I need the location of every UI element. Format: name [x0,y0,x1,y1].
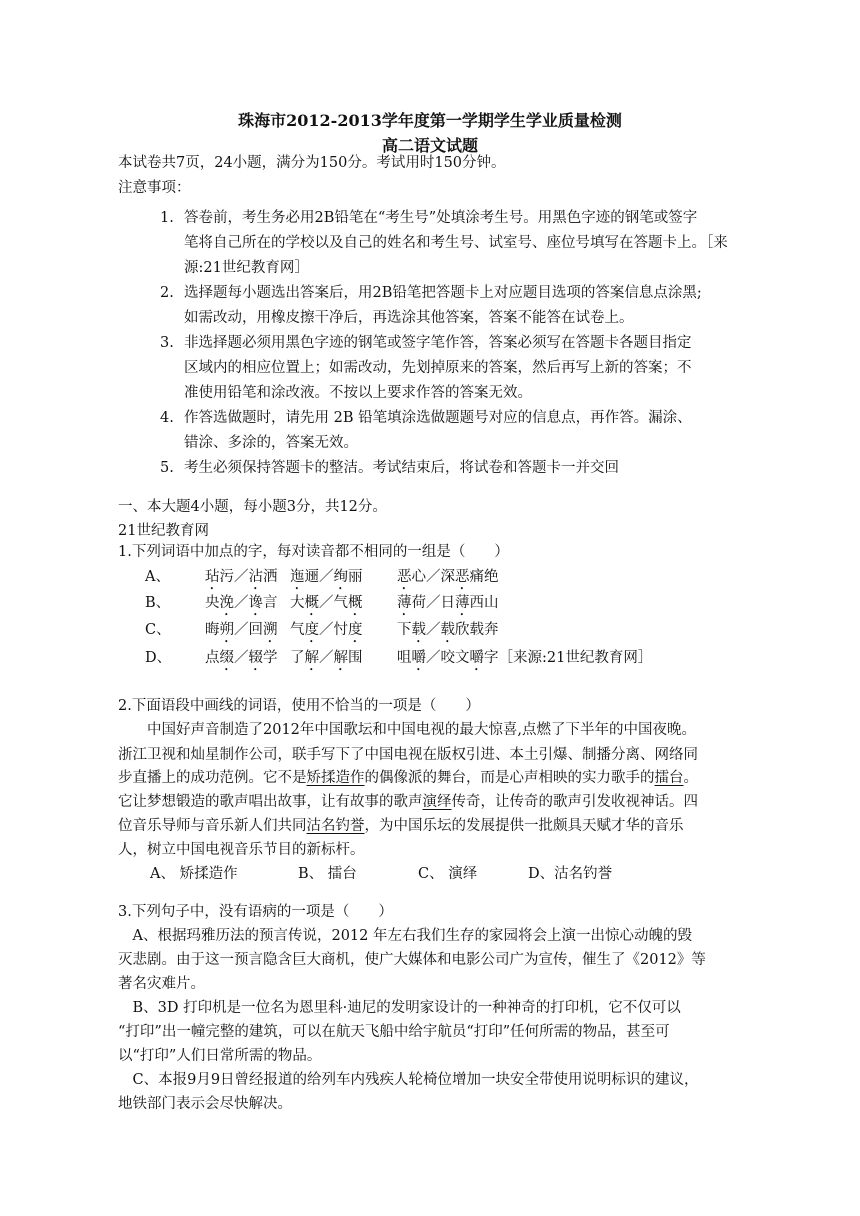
passage-text: 。 [683,770,698,786]
word-text: 气 [290,622,305,638]
word-text: 围 [348,650,363,666]
passage-line [118,816,684,836]
dotted-char: 解 [304,650,319,666]
q1-stem: 1.下列词语中加点的字，每对读音都不相同的一组是（ ） [118,544,509,560]
passage-text: 中国好声音制造了2012年中国歌坛和中国电视的最大惊喜,点燃了下半年的中国夜晚。 [118,722,697,738]
passage-text: 它让梦想锻造的歌声唱出故事，让有故事的歌声 [118,794,423,810]
q3-line: 灭悲剧。由于这一预言隐含巨大商机，使广大媒体和电影公司广为宣传，催生了《2012》等 [118,952,706,968]
passage-text: 位音乐导师与音乐新人们共同 [118,818,307,834]
notice-number: 4. [160,410,174,426]
notice-line [160,208,697,228]
notice-number: 5. [160,460,174,476]
word-text: 洒 [263,569,278,585]
dotted-char: 沾 [248,569,263,585]
word-text: 央 [205,595,220,611]
word-text: ／ [234,595,249,611]
passage-line [118,745,698,765]
section-heading: 一、本大题4小题，每小题3分，共12分。 [118,499,387,515]
notice-text: 区域内的相应位置上；如需改动，先划掉原来的答案，然后再写上新的答案；不 [184,360,692,376]
passage-text: 传奇，让传奇的歌声引发收视神话。四 [451,794,698,810]
word-text: 学 [263,650,278,666]
word-text: 咀 [397,650,412,666]
q2-option: C、 演绎 [418,866,478,882]
underlined-term: 擂台 [654,770,684,786]
dotted-char: 载 [411,622,426,638]
word-text: 西山 [469,595,499,611]
word-text: ／气 [319,595,348,611]
word-text: 言 [263,595,278,611]
word-text: 下 [397,622,412,638]
dotted-char: 溯 [263,622,278,638]
q1-word-pair [290,648,363,674]
notice-line [160,283,702,303]
section-source: 21世纪教育网 [118,523,209,539]
q3-line: C、本报9月9日曾经报道的给列车内残疾人轮椅位增加一块安全带使用说明标识的建议， [118,1072,699,1088]
notice-text: 考生必须保持答题卡的整洁。考试结束后，将试卷和答题卡一并交回 [184,460,619,476]
notice-number: 2. [160,285,174,301]
notice-text: 笔将自己所在的学校以及自己的姓名和考生号、试室号、座位号填写在答题卡上。［来 [184,235,728,251]
exam-intro: 本试卷共7页，24小题，满分为150分。考试用时150分钟。 [118,155,506,171]
word-text: 了 [290,650,305,666]
dotted-char: 玷 [205,569,220,585]
q1-word-pair [397,648,652,674]
passage-line [118,840,365,860]
q1-word-pair [397,567,499,593]
notice-line [160,433,358,453]
q1-option-label: A、 [145,569,170,585]
passage-line [118,768,698,788]
q1-option-label: C、 [145,622,171,638]
underlined-term: 演绎 [422,794,452,810]
notice-line [160,383,532,403]
q1-option-label: B、 [145,595,171,611]
word-text: 痛绝 [469,569,499,585]
notice-number: 1. [160,210,174,226]
word-text: ／ [234,650,249,666]
q3-line: 著名灾难片。 [118,976,205,992]
notice-text: 答卷前，考生务必用2B铅笔在“考生号”处填涂考生号。用黑色字迹的钢笔或签字 [184,210,698,226]
passage-text: 的偶像派的舞台，而是心声相映的实力歌手的 [364,770,655,786]
dotted-char: 嚼 [411,650,426,666]
dotted-char: 谗 [248,595,263,611]
notice-line [160,308,634,328]
q2-option: D、沽名钓誉 [528,866,613,882]
word-text: 逦／ [304,569,334,585]
word-text: ／回 [234,622,263,638]
word-text: 欣载奔 [455,622,499,638]
notice-label: 注意事项： [118,180,191,196]
q1-word-pair [397,620,499,646]
word-text: 污／ [219,569,249,585]
passage-text: ，为中国乐坛的发展提供一批颇具天赋才华的音乐 [364,818,684,834]
dotted-char: 恶 [397,569,412,585]
dotted-char: 度 [304,622,319,638]
notice-text: 准使用铅笔和涂改液。不按以上要求作答的答案无效。 [184,385,532,401]
q3-line: 以“打印”人们日常所需的物品。 [118,1048,322,1064]
notice-line [160,333,692,353]
exam-subtitle: 高二语文试题 [381,136,478,155]
notice-text: 选择题每小题选出答案后，用2B铅笔把答题卡上对应题目选项的答案信息点涂黑; [184,285,702,301]
q2-stem: 2.下面语段中画线的词语，使用不恰当的一项是（ ） [118,698,480,714]
underlined-term: 沽名钓誉 [306,818,365,834]
dotted-char: 薄 [397,595,412,611]
dotted-char: 载 [440,622,455,638]
underlined-term: 矫揉造作 [306,770,365,786]
word-text: 晦 [205,622,220,638]
notice-text: 如需改动，用橡皮擦干净后，再选涂其他答案，答案不能答在试卷上。 [184,310,634,326]
q3-line: “打印”出一幢完整的建筑，可以在航天飞船中给宇航员“打印”任何所需的物品，甚至可 [118,1024,670,1040]
word-text: 荷／日 [411,595,455,611]
q3-stem: 3.下列句子中，没有语病的一项是（ ） [118,904,393,920]
q1-option-label: D、 [145,650,172,666]
q1-word-pair [290,620,363,646]
dotted-char: 嚼 [469,650,484,666]
q1-word-pair [397,593,499,619]
dotted-char: 绚 [333,569,348,585]
q1-word-pair [205,648,278,674]
word-text: 字［来源:21世纪教育网］ [484,650,653,666]
word-text: ／ [319,650,334,666]
dotted-char: 概 [304,595,319,611]
notice-text: 源:21世纪教育网］ [184,260,309,276]
q2-option: A、 矫揉造作 [150,866,238,882]
q3-line: A、根据玛雅历法的预言传说，2012 年左右我们生存的家园将会上演一出惊心动魄的毁 [118,928,692,944]
dotted-char: 朔 [219,622,234,638]
dotted-char: 浼 [219,595,234,611]
notice-line [160,358,692,378]
notice-line [160,458,619,478]
q1-word-pair [205,593,278,619]
dotted-char: 薄 [455,595,470,611]
exam-title: 珠海市2012-2013学年度第一学期学生学业质量检测 [238,111,622,130]
notice-text: 错涂、多涂的，答案无效。 [184,435,358,451]
word-text: 点 [205,650,220,666]
q1-word-pair [205,620,278,646]
passage-text: 人，树立中国电视音乐节目的新标杆。 [118,842,365,858]
word-text: 丽 [348,569,363,585]
passage-line [118,792,698,812]
dotted-char: 迤 [290,569,305,585]
dotted-char: 辍 [248,650,263,666]
passage-text: 浙江卫视和灿星制作公司，联手写下了中国电视在版权引进、本土引爆、制播分离、网络同 [118,747,698,763]
dotted-char: 解 [333,650,348,666]
notice-text: 非选择题必须用黑色字迹的钢笔或签字笔作答，答案必须写在答题卡各题目指定 [184,335,692,351]
dotted-char: 概 [348,595,363,611]
word-text: 心／深 [411,569,455,585]
q3-line: 地铁部门表示会尽快解决。 [118,1096,292,1112]
q1-word-pair [205,567,278,593]
q3-line: B、3D 打印机是一位名为恩里科·迪尼的发明家设计的一种神奇的打印机，它不仅可以 [118,1000,681,1016]
dotted-char: 度 [348,622,363,638]
word-text: ／忖 [319,622,348,638]
notice-line [160,258,309,278]
dotted-char: 恶 [455,569,470,585]
passage-text: 步直播上的成功范例。它不是 [118,770,307,786]
notice-number: 3. [160,335,174,351]
q2-option: B、 擂台 [298,866,357,882]
notice-line [160,408,692,428]
word-text: ／ [426,622,441,638]
notice-line [160,233,728,253]
notice-text: 作答选做题时，请先用 2B 铅笔填涂选做题题号对应的信息点，再作答。漏涂、 [184,410,692,426]
word-text: ／咬文 [426,650,470,666]
word-text: 大 [290,595,305,611]
passage-line [118,720,696,740]
q1-word-pair [290,567,363,593]
q1-word-pair [290,593,363,619]
dotted-char: 缀 [219,650,234,666]
